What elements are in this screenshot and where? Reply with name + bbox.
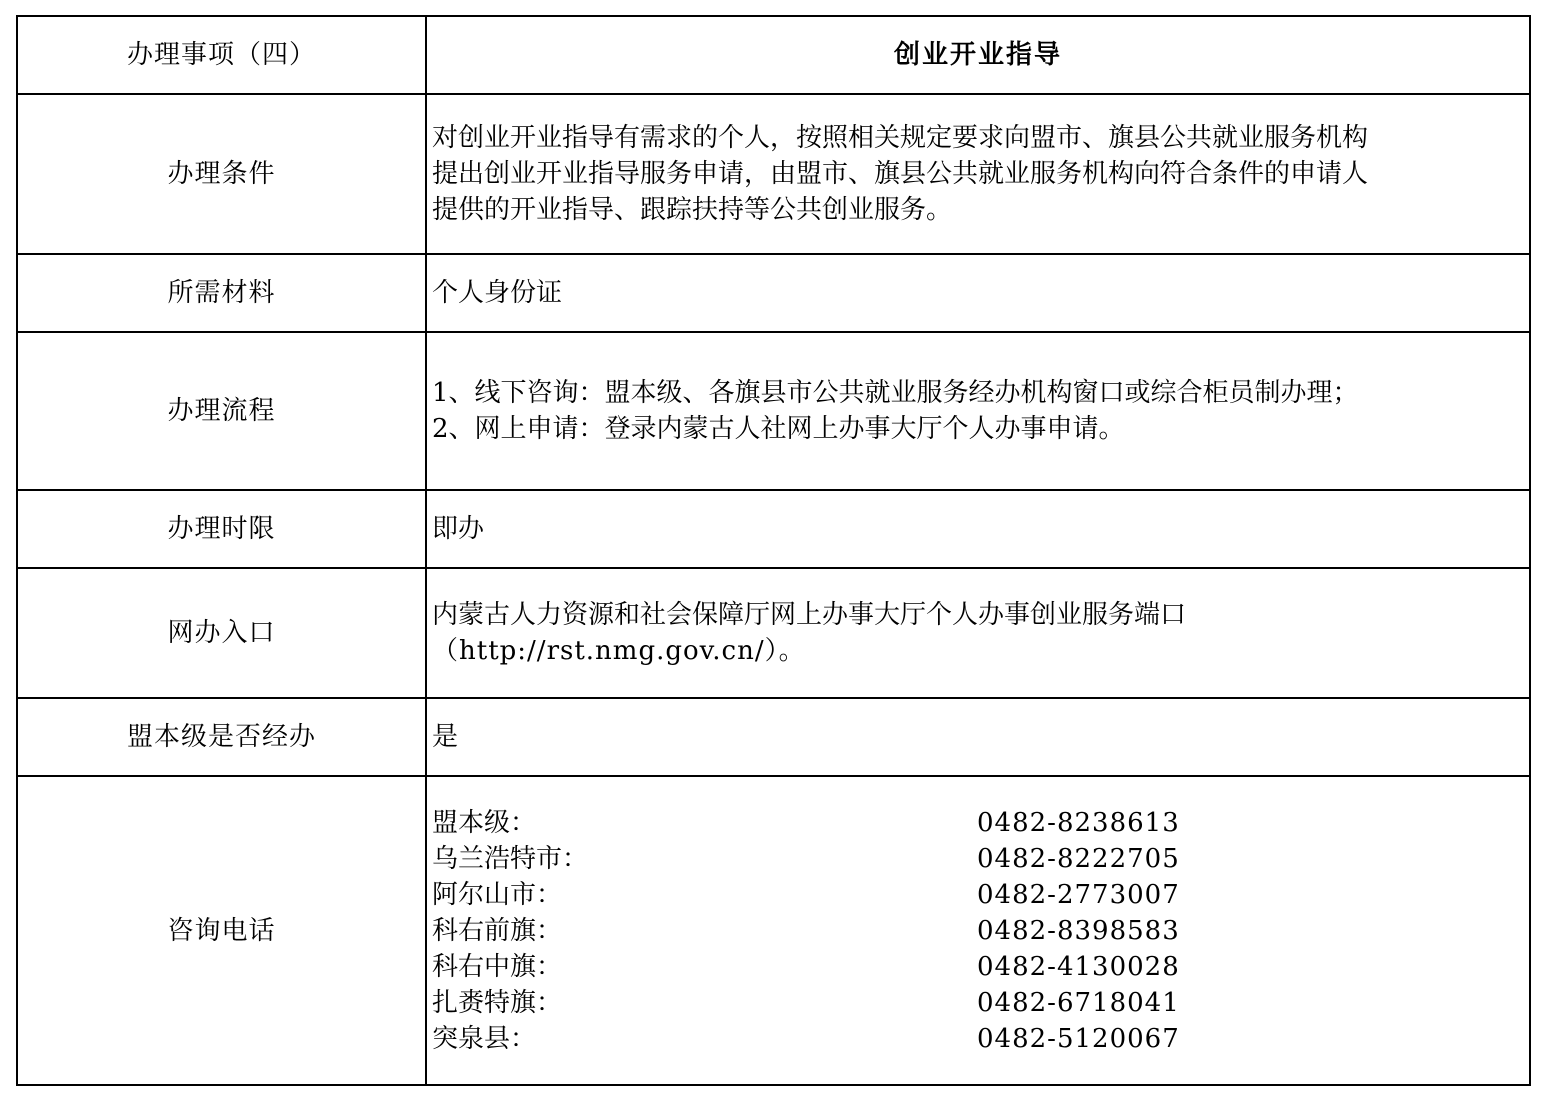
contact-name: 盟本级： (432, 807, 537, 838)
online-entry-value (426, 568, 1530, 698)
online-entry-text: 内蒙古人力资源和社会保障厅网上办事大厅个人办事创业服务端口 (432, 600, 1187, 630)
contact-phone: 0482-8398583 (977, 915, 1180, 946)
contact-phone: 0482-8238613 (977, 807, 1180, 838)
contacts-row (17, 776, 1530, 1085)
contact-item (432, 913, 1525, 949)
contact-item (432, 841, 1525, 877)
online-entry-label: 网办入口 (17, 568, 426, 698)
contact-name: 阿尔山市： (432, 879, 563, 910)
contact-phone: 0482-2773007 (977, 879, 1180, 910)
time-limit-label: 办理时限 (17, 490, 426, 568)
process-step: 1、线下咨询：盟本级、各旗县市公共就业服务经办机构窗口或综合柜员制办理； (432, 378, 1359, 408)
conditions-line: 提供的开业指导、跟踪扶持等公共创业服务。 (432, 195, 953, 225)
service-title: 创业开业指导 (426, 16, 1530, 94)
item-number-label: 办理事项（四） (17, 16, 426, 94)
conditions-value (426, 94, 1530, 254)
contact-item (432, 985, 1525, 1021)
league-level-label: 盟本级是否经办 (17, 698, 426, 776)
contact-item (432, 805, 1525, 841)
service-info-table (16, 15, 1531, 1086)
time-limit-value: 即办 (426, 490, 1530, 568)
process-row (17, 332, 1530, 490)
contact-phone: 0482-4130028 (977, 951, 1180, 982)
contact-name: 突泉县： (432, 1023, 537, 1054)
header-row (17, 16, 1530, 94)
contact-item (432, 1021, 1525, 1057)
contact-name: 乌兰浩特市： (432, 843, 589, 874)
materials-value: 个人身份证 (426, 254, 1530, 332)
materials-row (17, 254, 1530, 332)
contact-item (432, 949, 1525, 985)
process-step: 2、网上申请：登录内蒙古人社网上办事大厅个人办事申请。 (432, 414, 1125, 444)
contacts-value (426, 776, 1530, 1085)
league-level-value: 是 (426, 698, 1530, 776)
contact-name: 扎赉特旗： (432, 987, 563, 1018)
process-label: 办理流程 (17, 332, 426, 490)
conditions-label: 办理条件 (17, 94, 426, 254)
contact-name: 科右前旗： (432, 915, 563, 946)
time-limit-row (17, 490, 1530, 568)
conditions-line: 对创业开业指导有需求的个人，按照相关规定要求向盟市、旗县公共就业服务机构 (432, 123, 1369, 153)
contact-phone: 0482-8222705 (977, 843, 1180, 874)
contact-phone: 0482-5120067 (977, 1023, 1180, 1054)
contact-item (432, 877, 1525, 913)
conditions-row (17, 94, 1530, 254)
online-entry-row (17, 568, 1530, 698)
conditions-line: 提出创业开业指导服务申请，由盟市、旗县公共就业服务机构向符合条件的申请人 (432, 159, 1369, 189)
contact-name: 科右中旗： (432, 951, 563, 982)
contact-phone: 0482-6718041 (977, 987, 1180, 1018)
materials-label: 所需材料 (17, 254, 426, 332)
online-entry-url[interactable]: （http://rst.nmg.gov.cn/）。 (432, 636, 806, 666)
league-level-row (17, 698, 1530, 776)
process-value (426, 332, 1530, 490)
contacts-label: 咨询电话 (17, 776, 426, 1085)
